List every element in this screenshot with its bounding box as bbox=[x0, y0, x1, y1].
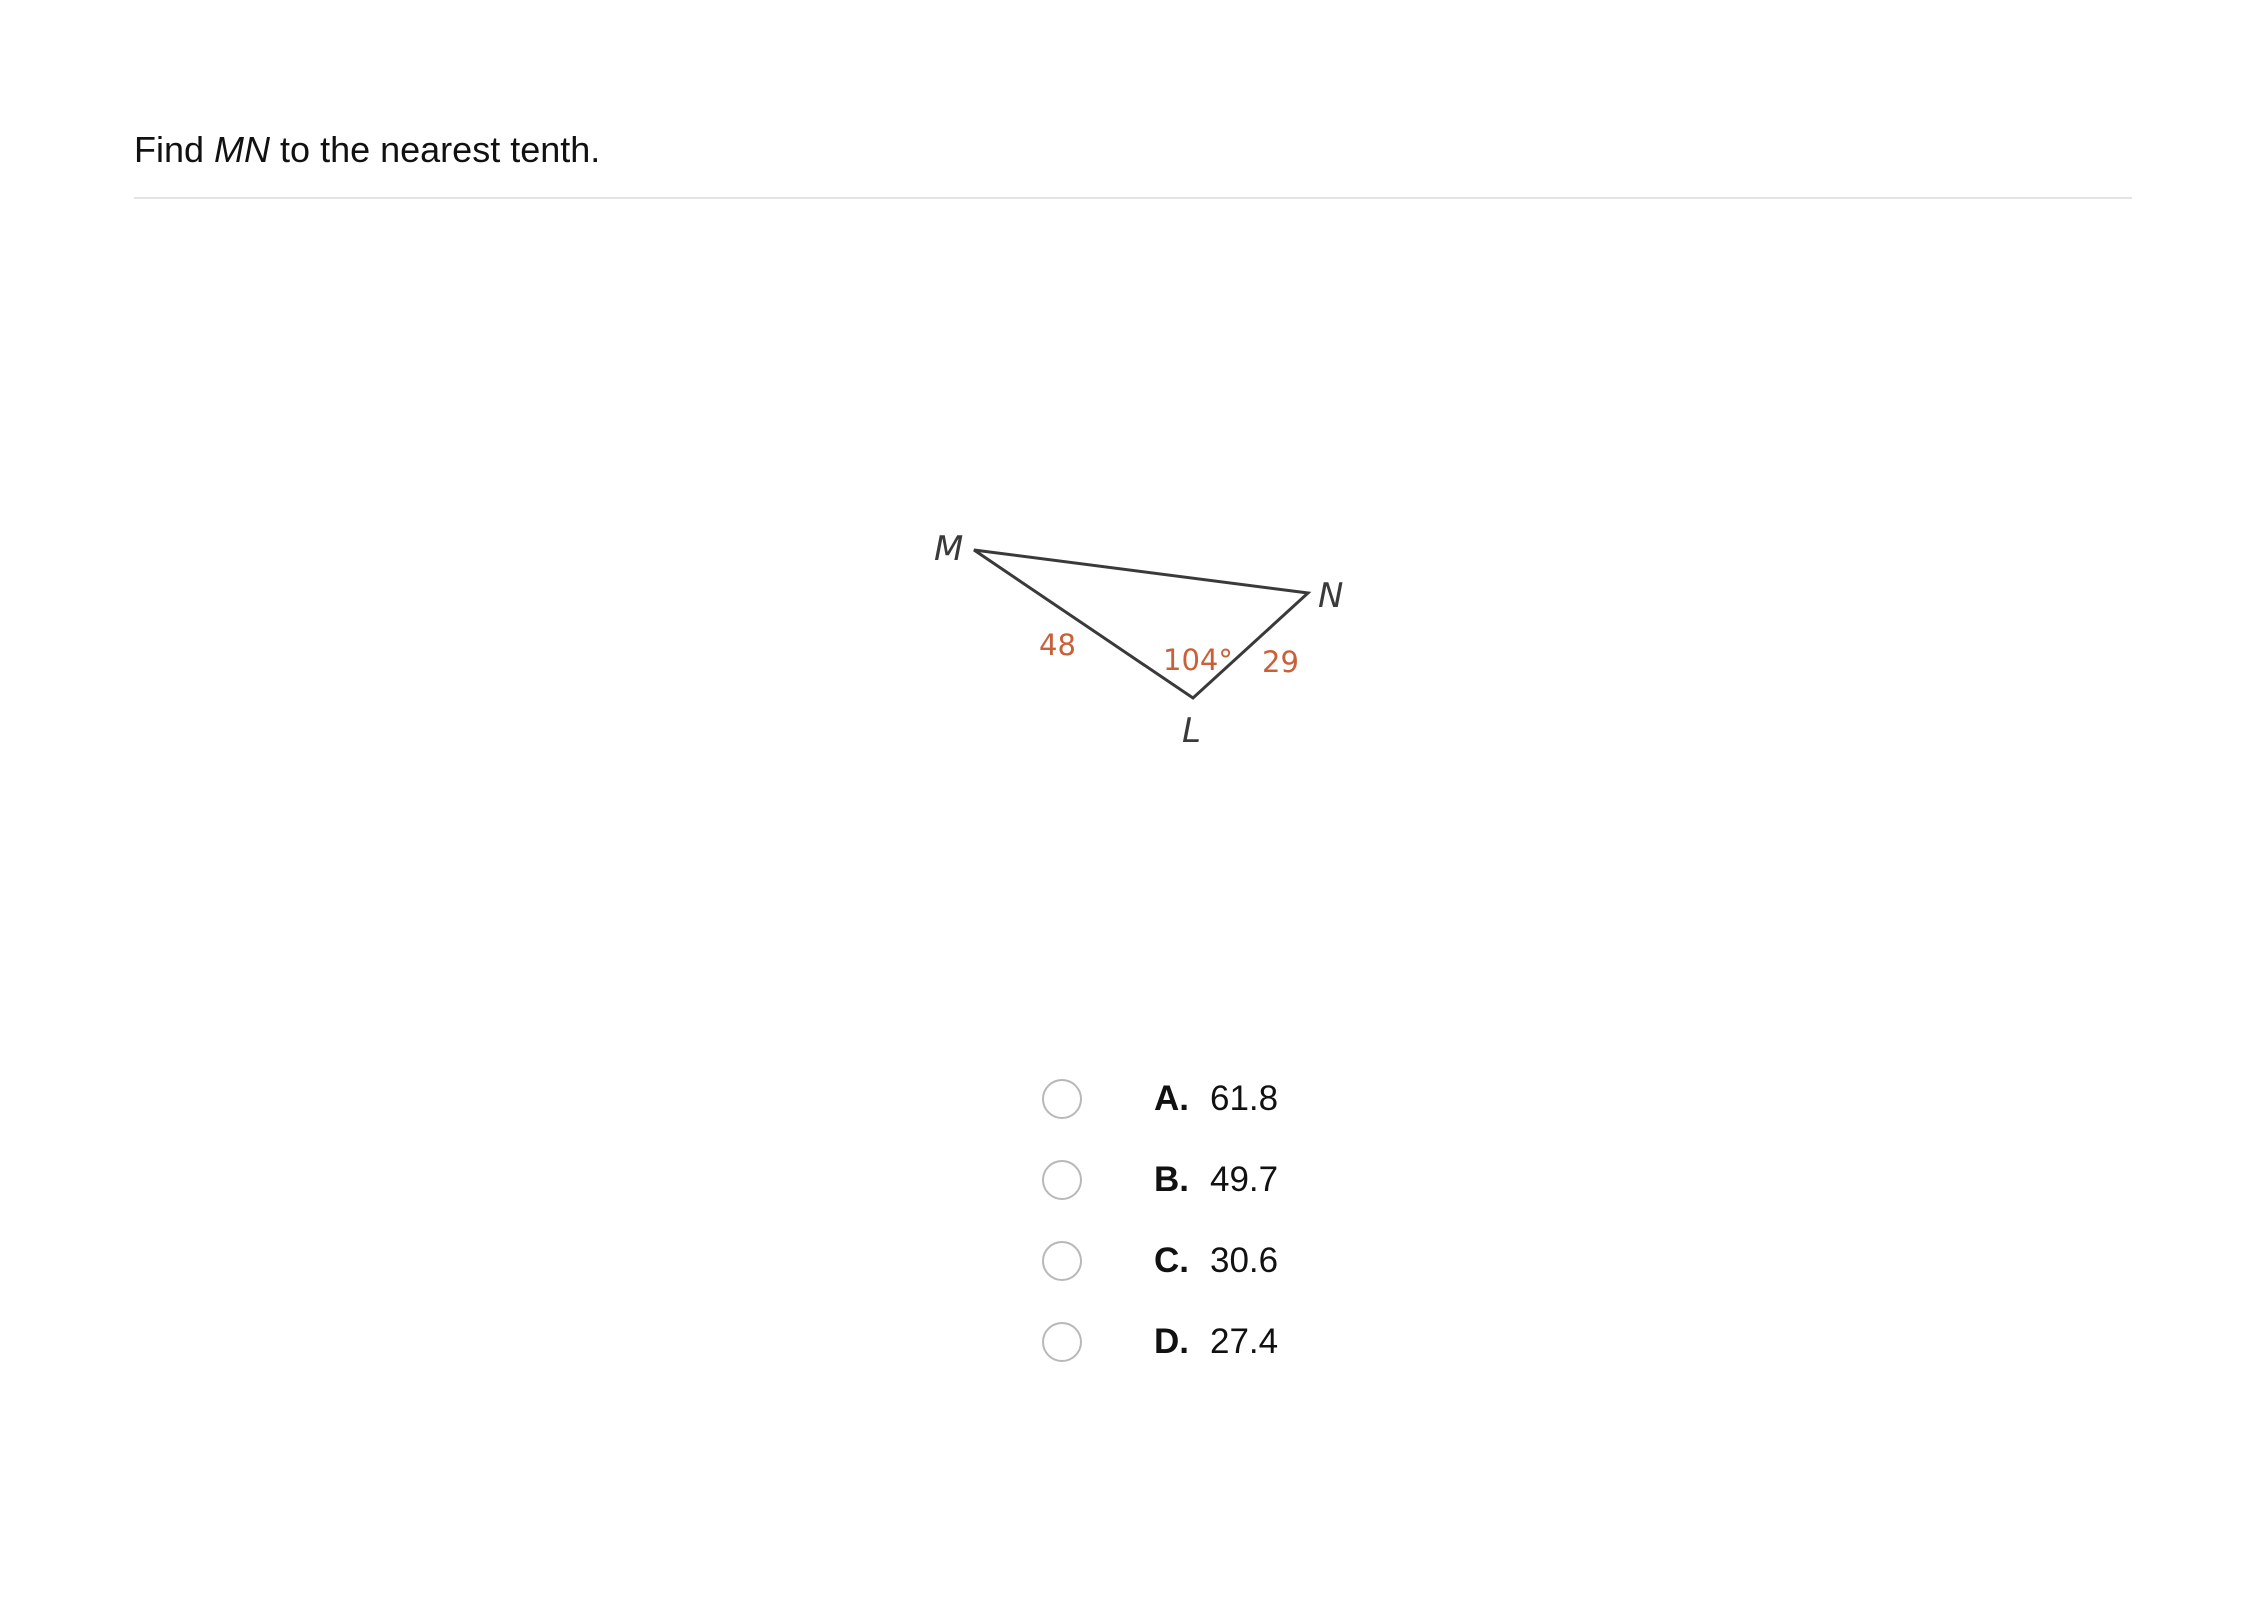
triangle-mnl bbox=[974, 550, 1308, 698]
choice-d-value: 27.4 bbox=[1210, 1321, 1279, 1361]
choice-c[interactable] bbox=[1042, 1220, 1278, 1301]
choice-a-value: 61.8 bbox=[1210, 1078, 1279, 1118]
choice-b-value: 49.7 bbox=[1210, 1159, 1279, 1199]
question-suffix: to the nearest tenth. bbox=[270, 129, 601, 170]
triangle-figure bbox=[900, 500, 1380, 770]
choice-a-letter: A. bbox=[1154, 1078, 1189, 1118]
question-divider bbox=[134, 197, 2132, 199]
angle-label-l: 104° bbox=[1163, 643, 1233, 677]
choice-a-radio[interactable] bbox=[1042, 1079, 1082, 1119]
choice-b-radio[interactable] bbox=[1042, 1160, 1082, 1200]
choice-c-value: 30.6 bbox=[1210, 1240, 1279, 1280]
choice-a[interactable] bbox=[1042, 1058, 1278, 1139]
question-segment: MN bbox=[214, 129, 271, 170]
question-prompt bbox=[134, 126, 600, 174]
question-prefix: Find bbox=[134, 129, 215, 170]
choice-d[interactable] bbox=[1042, 1301, 1278, 1382]
choice-c-radio[interactable] bbox=[1042, 1241, 1082, 1281]
answer-choices bbox=[1042, 1058, 1278, 1382]
vertex-label-m: M bbox=[934, 529, 964, 569]
choice-c-letter: C. bbox=[1154, 1240, 1189, 1280]
choice-d-letter: D. bbox=[1154, 1321, 1189, 1361]
choice-b[interactable] bbox=[1042, 1139, 1278, 1220]
side-label-ln: 29 bbox=[1262, 645, 1299, 679]
triangle-diagram bbox=[900, 500, 1380, 770]
choice-b-letter: B. bbox=[1154, 1159, 1189, 1199]
vertex-label-n: N bbox=[1318, 576, 1344, 616]
choice-d-radio[interactable] bbox=[1042, 1322, 1082, 1362]
side-label-ml: 48 bbox=[1039, 628, 1076, 662]
vertex-label-l: L bbox=[1182, 711, 1201, 751]
